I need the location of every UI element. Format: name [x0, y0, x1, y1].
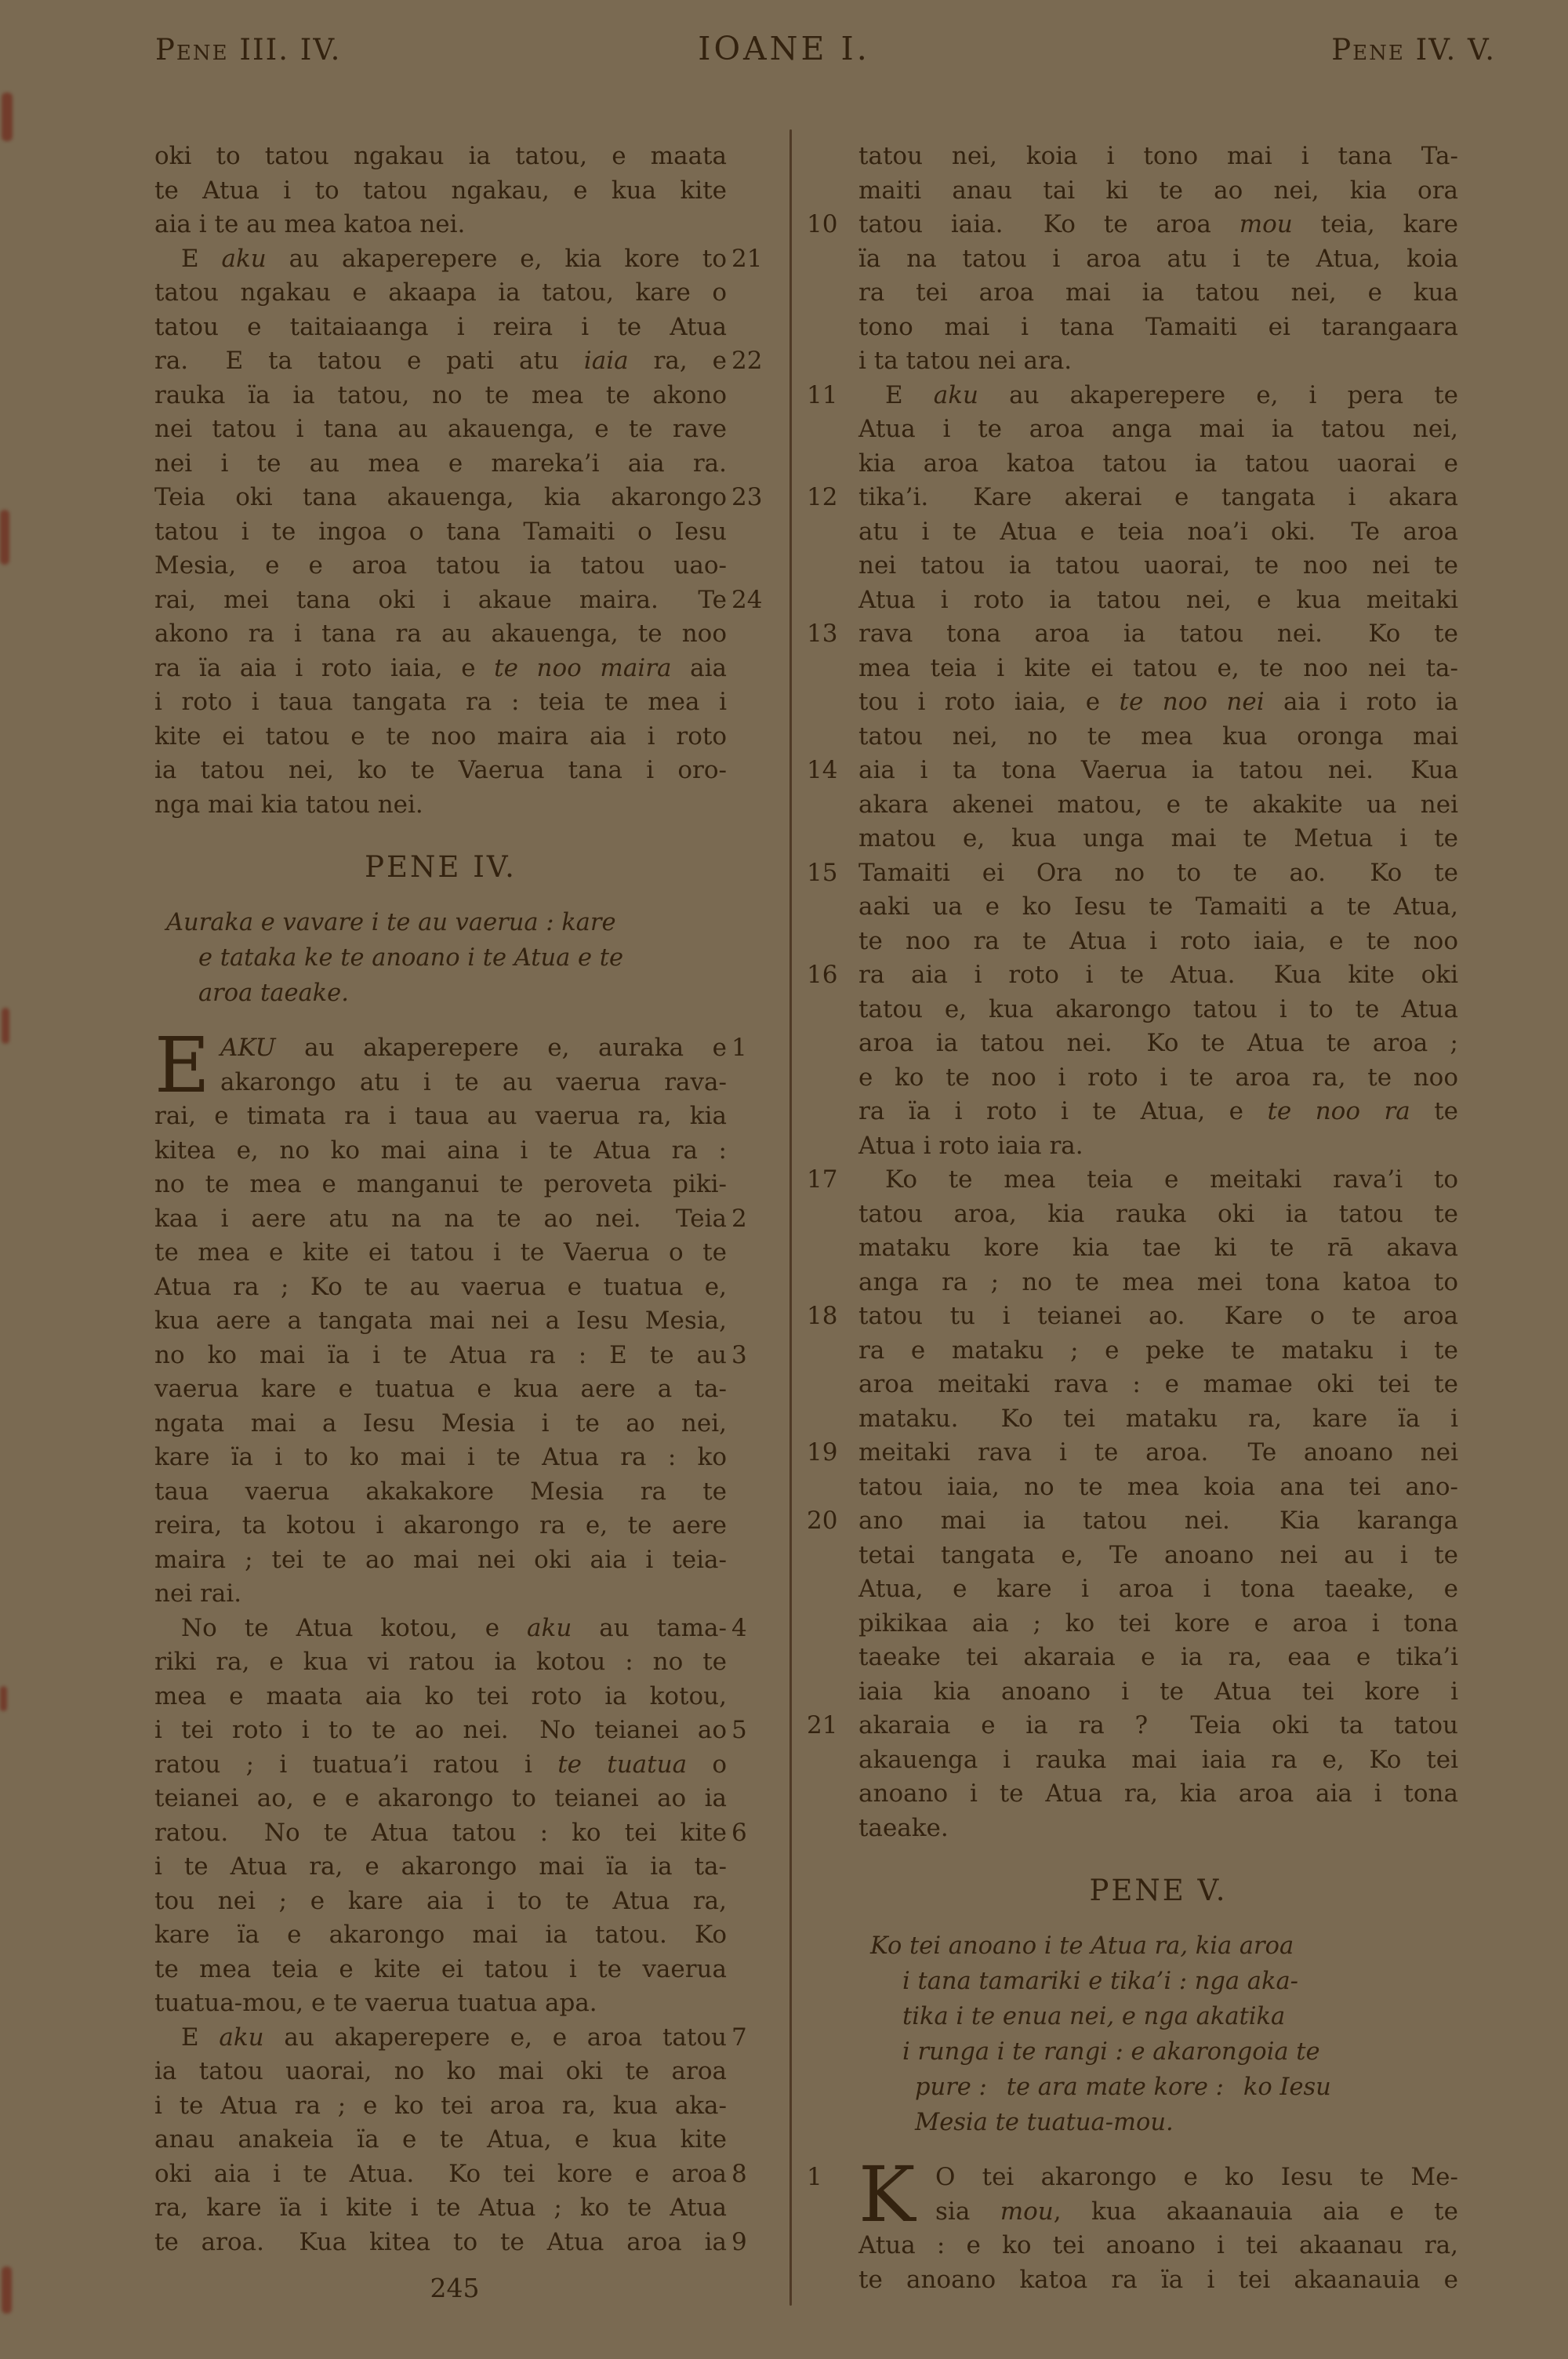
text-line: i te Atua ra ; e ko tei aroa ra, kua aka- — [154, 2091, 727, 2120]
verse-number: 22 — [731, 347, 763, 375]
text-line: tono mai i tana Tamaiti ei tarangaara — [858, 312, 1458, 341]
text-line: ia tatou nei, ko te Vaerua tana i oro- — [154, 756, 727, 784]
verse-number: 15 — [807, 858, 838, 887]
column-divider-rule — [789, 129, 792, 2306]
text-line: 19 meitaki rava i te aroa. Te anoano nei — [858, 1436, 1458, 1470]
text-line: i ta tatou nei ara. — [858, 347, 1073, 375]
text-line: akono ra i tana ra au akauenga, te noo — [154, 620, 727, 648]
text-line: no te mea e manganui te peroveta piki- — [154, 1170, 727, 1198]
text-line: 12 tika’i. Kare akerai e tangata i akara — [858, 481, 1458, 515]
text-line: kite ei tatou e te noo maira aia i roto — [154, 722, 727, 751]
verse-number: 14 — [807, 756, 838, 784]
text-line: 7 E aku au akaperepere e, e aroa tatou — [154, 2021, 727, 2055]
text-line: nga mai kia tatou nei. — [154, 790, 423, 819]
text-line: akara akenei matou, e te akakite ua nei — [858, 790, 1458, 819]
verse-number: 24 — [731, 585, 763, 614]
text-line: 20 ano mai ia tatou nei. Kia karanga — [858, 1504, 1458, 1539]
verse-number: 20 — [807, 1507, 838, 1535]
text-line: i te Atua ra, e akarongo mai ïa ia ta- — [154, 1852, 727, 1881]
verse-number: 1 — [731, 1034, 747, 1062]
text-line: e ko te noo i roto i te aroa ra, te noo — [858, 1063, 1458, 1092]
text-line: reira, ta kotou i akarongo ra e, te aere — [154, 1511, 727, 1539]
running-header-left: Pene III. IV. — [155, 33, 342, 67]
text-line: 16 ra aia i roto i te Atua. Kua kite oki — [858, 958, 1458, 993]
text-line: 8 oki aia i te Atua. Ko tei kore e aroa — [154, 2157, 727, 2192]
text-line: mataku kore kia tae ki te rā akava — [858, 1234, 1458, 1262]
text-line: anau anakeia ïa e te Atua, e kua kite — [154, 2125, 727, 2154]
text-line: te mea teia e kite ei tatou i te vaerua — [154, 1954, 727, 1983]
text-line: ia tatou uaorai, no ko mai oki te aroa — [154, 2057, 727, 2085]
text-line: i roto i taua tangata ra : teia te mea i — [154, 688, 727, 716]
text-line: 10 tatou iaia. Ko te aroa mou teia, kare — [858, 208, 1458, 242]
verse-number: 21 — [807, 1711, 838, 1739]
chapter-summary — [858, 1928, 1458, 2140]
text-line: 17 Ko te mea teia e meitaki rava’i to — [858, 1163, 1458, 1198]
text-line: tou nei ; e kare aia i to te Atua ra, — [154, 1886, 727, 1915]
text-line: iaia kia anoano i te Atua tei kore i — [858, 1677, 1458, 1706]
text-line: aaki ua e ko Iesu te Tamaiti a te Atua, — [858, 892, 1458, 921]
text-line: kare ïa e akarongo mai ia tatou. Ko — [154, 1921, 727, 1949]
text-line: Atua i roto iaia ra. — [858, 1131, 1083, 1160]
text-line: anoano i te Atua ra, kia aroa aia i tona — [858, 1779, 1458, 1808]
text-line: 21 E aku au akaperepere e, kia kore to — [154, 242, 727, 277]
text-line: kare ïa i to ko mai i te Atua ra : ko — [154, 1443, 727, 1471]
text-line: vaerua kare e tuatua e kua aere a ta- — [154, 1375, 727, 1403]
text-line: Atua, e kare i aroa i tona taeake, e — [858, 1575, 1458, 1603]
text-line: ra ïa i roto i te Atua, e te noo ra te — [858, 1097, 1458, 1125]
text-line: tatou aroa, kia rauka oki ia tatou te — [858, 1199, 1458, 1228]
text-line: Atua ra ; Ko te au vaerua e tuatua e, — [154, 1272, 727, 1301]
text-line: i runga i te rangi : e akarongoia te — [902, 2038, 1320, 2066]
chapter-heading: PENE IV. — [365, 850, 517, 884]
verse-number: 4 — [731, 1613, 747, 1642]
text-line: pure : te ara mate kore : ko Iesu — [915, 2074, 1331, 2101]
text-line: riki ra, e kua vi ratou ia kotou : no te — [154, 1648, 727, 1676]
verse-paragraph-block — [807, 2150, 1458, 2297]
text-line: tou i roto iaia, e te noo nei aia i roto ia — [858, 688, 1459, 716]
text-line: teianei ao, e e akarongo to teianei ao ia — [154, 1784, 727, 1812]
text-line: 23 Teia oki tana akauenga, kia akarongo — [154, 481, 727, 515]
chapter-summary — [154, 905, 727, 1011]
verse-number: 11 — [807, 380, 838, 409]
text-line: aroa ia tatou nei. Ko te Atua te aroa ; — [858, 1029, 1458, 1057]
text-line: akarongo atu i te au vaerua rava- — [220, 1067, 727, 1096]
text-line: tika i te enua nei, e nga akatika — [902, 2003, 1286, 2030]
text-line: taeake. — [858, 1813, 949, 1842]
text-line: tatou nei, no te mea kua oronga mai — [858, 722, 1458, 751]
spine-speck — [0, 510, 9, 565]
text-line: mea teia i kite ei tatou e, te noo nei ta- — [858, 653, 1458, 682]
text-line: taeake tei akaraia e ia ra, eaa e tika’i — [858, 1643, 1458, 1671]
text-line: anga ra ; no te mea mei tona katoa to — [858, 1267, 1458, 1296]
text-line: 21 akaraia e ia ra ? Teia oki ta tatou — [858, 1709, 1458, 1743]
spine-speck — [2, 2266, 12, 2314]
text-line: 1 O tei akarongo e ko Iesu te Me- — [858, 2161, 1458, 2195]
text-line: 24 rai, mei tana oki i akaue maira. Te — [154, 583, 727, 618]
text-line: ra e mataku ; e peke te mataku i te — [858, 1336, 1458, 1365]
verse-number: 1 — [807, 2163, 822, 2191]
text-line: tatou e, kua akarongo tatou i to te Atua — [858, 994, 1458, 1023]
text-line: maiti anau tai ki te ao nei, kia ora — [858, 176, 1458, 205]
text-line: 18 tatou tu i teianei ao. Kare o te aroa — [858, 1299, 1458, 1334]
verse-number: 3 — [731, 1340, 747, 1369]
left-text-column — [154, 140, 763, 2259]
text-line: sia mou, kua akaanauia aia e te — [935, 2197, 1458, 2226]
text-line: aroa meitaki rava : e mamae oki tei te — [858, 1370, 1458, 1398]
page-number: 245 — [430, 2273, 480, 2303]
drop-cap-letter: K — [858, 2150, 916, 2239]
text-line: matou e, kua unga mai te Metua i te — [858, 824, 1458, 852]
text-line: rauka ïa ia tatou, no te mea te akono — [154, 380, 727, 409]
text-line: nei tatou ia tatou uaorai, te noo nei te — [858, 551, 1458, 580]
verse-number: 5 — [731, 1716, 747, 1744]
text-line: Atua i roto ia tatou nei, e kua meitaki — [858, 585, 1458, 614]
text-line: taua vaerua akakakore Mesia ra te — [154, 1477, 727, 1506]
running-header-right: Pene IV. V. — [1331, 33, 1496, 67]
text-line: tatou e taitaiaanga i reira i te Atua — [154, 312, 727, 341]
verse-paragraph-block — [807, 140, 1459, 1845]
text-line: oki to tatou ngakau ia tatou, e maata — [154, 142, 727, 170]
verse-number: 8 — [731, 2159, 747, 2188]
verse-paragraph-block — [154, 1021, 747, 2259]
verse-paragraph-block — [154, 140, 763, 822]
text-line: rai, e timata ra i taua au vaerua ra, kia — [154, 1102, 727, 1130]
text-line: kia aroa katoa tatou ia tatou uaorai e — [858, 449, 1458, 478]
running-header-title: IOANE I. — [698, 30, 870, 67]
text-line: 15 Tamaiti ei Ora no to te ao. Ko te — [858, 856, 1458, 891]
verse-number: 19 — [807, 1438, 838, 1467]
text-line: kua aere a tangata mai nei a Iesu Mesia, — [154, 1307, 727, 1335]
text-line: 22 ra. E ta tatou e pati atu iaia ra, e — [154, 344, 727, 379]
text-line: 6 ratou. No te Atua tatou : ko tei kite — [154, 1816, 727, 1851]
drop-cap-letter: E — [154, 1021, 210, 1110]
text-line: ïa na tatou i aroa atu i te Atua, koia — [858, 244, 1458, 273]
text-line: mea e maata aia ko tei roto ia kotou, — [154, 1681, 727, 1710]
verse-number: 21 — [731, 244, 763, 273]
text-line: 1 AKU au akaperepere e, auraka e — [154, 1031, 727, 1066]
verse-number: 6 — [731, 1818, 747, 1847]
text-line: ra, kare ïa i kite i te Atua ; ko te Atua — [154, 2194, 727, 2222]
text-line: ngata mai a Iesu Mesia i te ao nei, — [154, 1408, 727, 1438]
text-line: akauenga i rauka mai iaia ra e, Ko tei — [858, 1745, 1458, 1774]
text-line: 4 No te Atua kotou, e aku au tama- — [154, 1612, 727, 1646]
text-line: atu i te Atua e teia noa’i oki. Te aroa — [858, 517, 1458, 546]
text-line: tuatua-mou, e te vaerua tuatua apa. — [154, 1989, 597, 2017]
text-line: nei rai. — [154, 1579, 242, 1608]
verse-number: 16 — [807, 961, 838, 989]
running-header — [0, 0, 1568, 86]
text-line: mataku. Ko tei mataku ra, kare ïa i — [858, 1404, 1458, 1433]
chapter-heading: PENE V. — [1089, 1874, 1228, 1907]
text-line: te Atua i to tatou ngakau, e kua kite — [154, 176, 727, 205]
verse-number: 17 — [807, 1165, 838, 1194]
text-line: ra ïa aia i roto iaia, e te noo maira aia — [154, 653, 727, 682]
text-line: 3 no ko mai ïa i te Atua ra : E te au — [154, 1339, 727, 1373]
text-line: tatou i te ingoa o tana Tamaiti o Iesu — [154, 517, 727, 546]
text-line: Atua i te aroa anga mai ia tatou nei, — [858, 415, 1458, 443]
text-line: Mesia te tuatua-mou. — [915, 2109, 1174, 2136]
text-line: 2 kaa i aere atu na na te ao nei. Teia — [154, 1202, 727, 1237]
text-line: nei i te au mea e mareka’i aia ra. — [154, 449, 727, 478]
spine-speck — [2, 1008, 9, 1044]
text-line: tatou ngakau e akaapa ia tatou, kare o — [154, 278, 727, 307]
verse-number: 10 — [807, 210, 838, 238]
text-line: te noo ra te Atua i roto iaia, e te noo — [858, 926, 1458, 955]
text-line: tatou iaia, no te mea koia ana tei ano- — [858, 1472, 1458, 1501]
text-line: i tana tamariki e tika’i : nga aka- — [902, 1968, 1298, 1995]
text-line: 14 aia i ta tona Vaerua ia tatou nei. Kua — [858, 754, 1458, 788]
text-line: Mesia, e e aroa tatou ia tatou uao- — [154, 551, 727, 580]
verse-number: 9 — [731, 2227, 747, 2256]
text-line: nei tatou i tana au akauenga, e te rave — [154, 415, 727, 443]
text-line: maira ; tei te ao mai nei oki aia i teia- — [154, 1545, 727, 1574]
text-line: Auraka e vavare i te au vaerua : kare — [166, 909, 616, 936]
spine-speck — [2, 93, 13, 141]
text-line: te mea e kite ei tatou i te Vaerua o te — [154, 1238, 727, 1267]
text-line: 5 i tei roto i to te ao nei. No teianei ao — [154, 1714, 727, 1748]
text-line: tatou nei, koia i tono mai i tana Ta- — [858, 142, 1458, 170]
verse-number: 2 — [731, 1204, 747, 1233]
text-line: 11 E aku au akaperepere e, i pera te — [858, 379, 1458, 413]
text-line: e tataka ke te anoano i te Atua e te — [198, 944, 624, 972]
text-line: ratou ; i tuatua’i ratou i te tuatua o — [154, 1750, 727, 1779]
text-line: Atua : e ko tei anoano i tei akaanau ra, — [858, 2231, 1458, 2259]
verse-number: 12 — [807, 483, 838, 511]
text-line: 13 rava tona aroa ia tatou nei. Ko te — [858, 617, 1458, 652]
verse-number: 18 — [807, 1302, 838, 1330]
text-line: Ko tei anoano i te Atua ra, kia aroa — [870, 1932, 1294, 1960]
verse-number: 13 — [807, 620, 838, 648]
text-line: aia i te au mea katoa nei. — [154, 210, 466, 238]
right-text-column — [807, 140, 1459, 2297]
text-line: pikikaa aia ; ko tei kore e aroa i tona — [858, 1608, 1458, 1637]
verse-number: 7 — [731, 2023, 747, 2052]
text-line: ra tei aroa mai ia tatou nei, e kua — [858, 278, 1458, 307]
text-line: 9 te aroa. Kua kitea to te Atua aroa ia — [154, 2226, 727, 2260]
text-line: kitea e, no ko mai aina i te Atua ra : — [154, 1136, 727, 1165]
text-line: aroa taeake. — [198, 980, 349, 1007]
spine-speck — [0, 1686, 7, 1711]
text-line: te anoano katoa ra ïa i tei akaanauia e — [858, 2265, 1458, 2294]
text-line: tetai tangata e, Te anoano nei au i te — [858, 1540, 1458, 1569]
verse-number: 23 — [731, 483, 763, 511]
